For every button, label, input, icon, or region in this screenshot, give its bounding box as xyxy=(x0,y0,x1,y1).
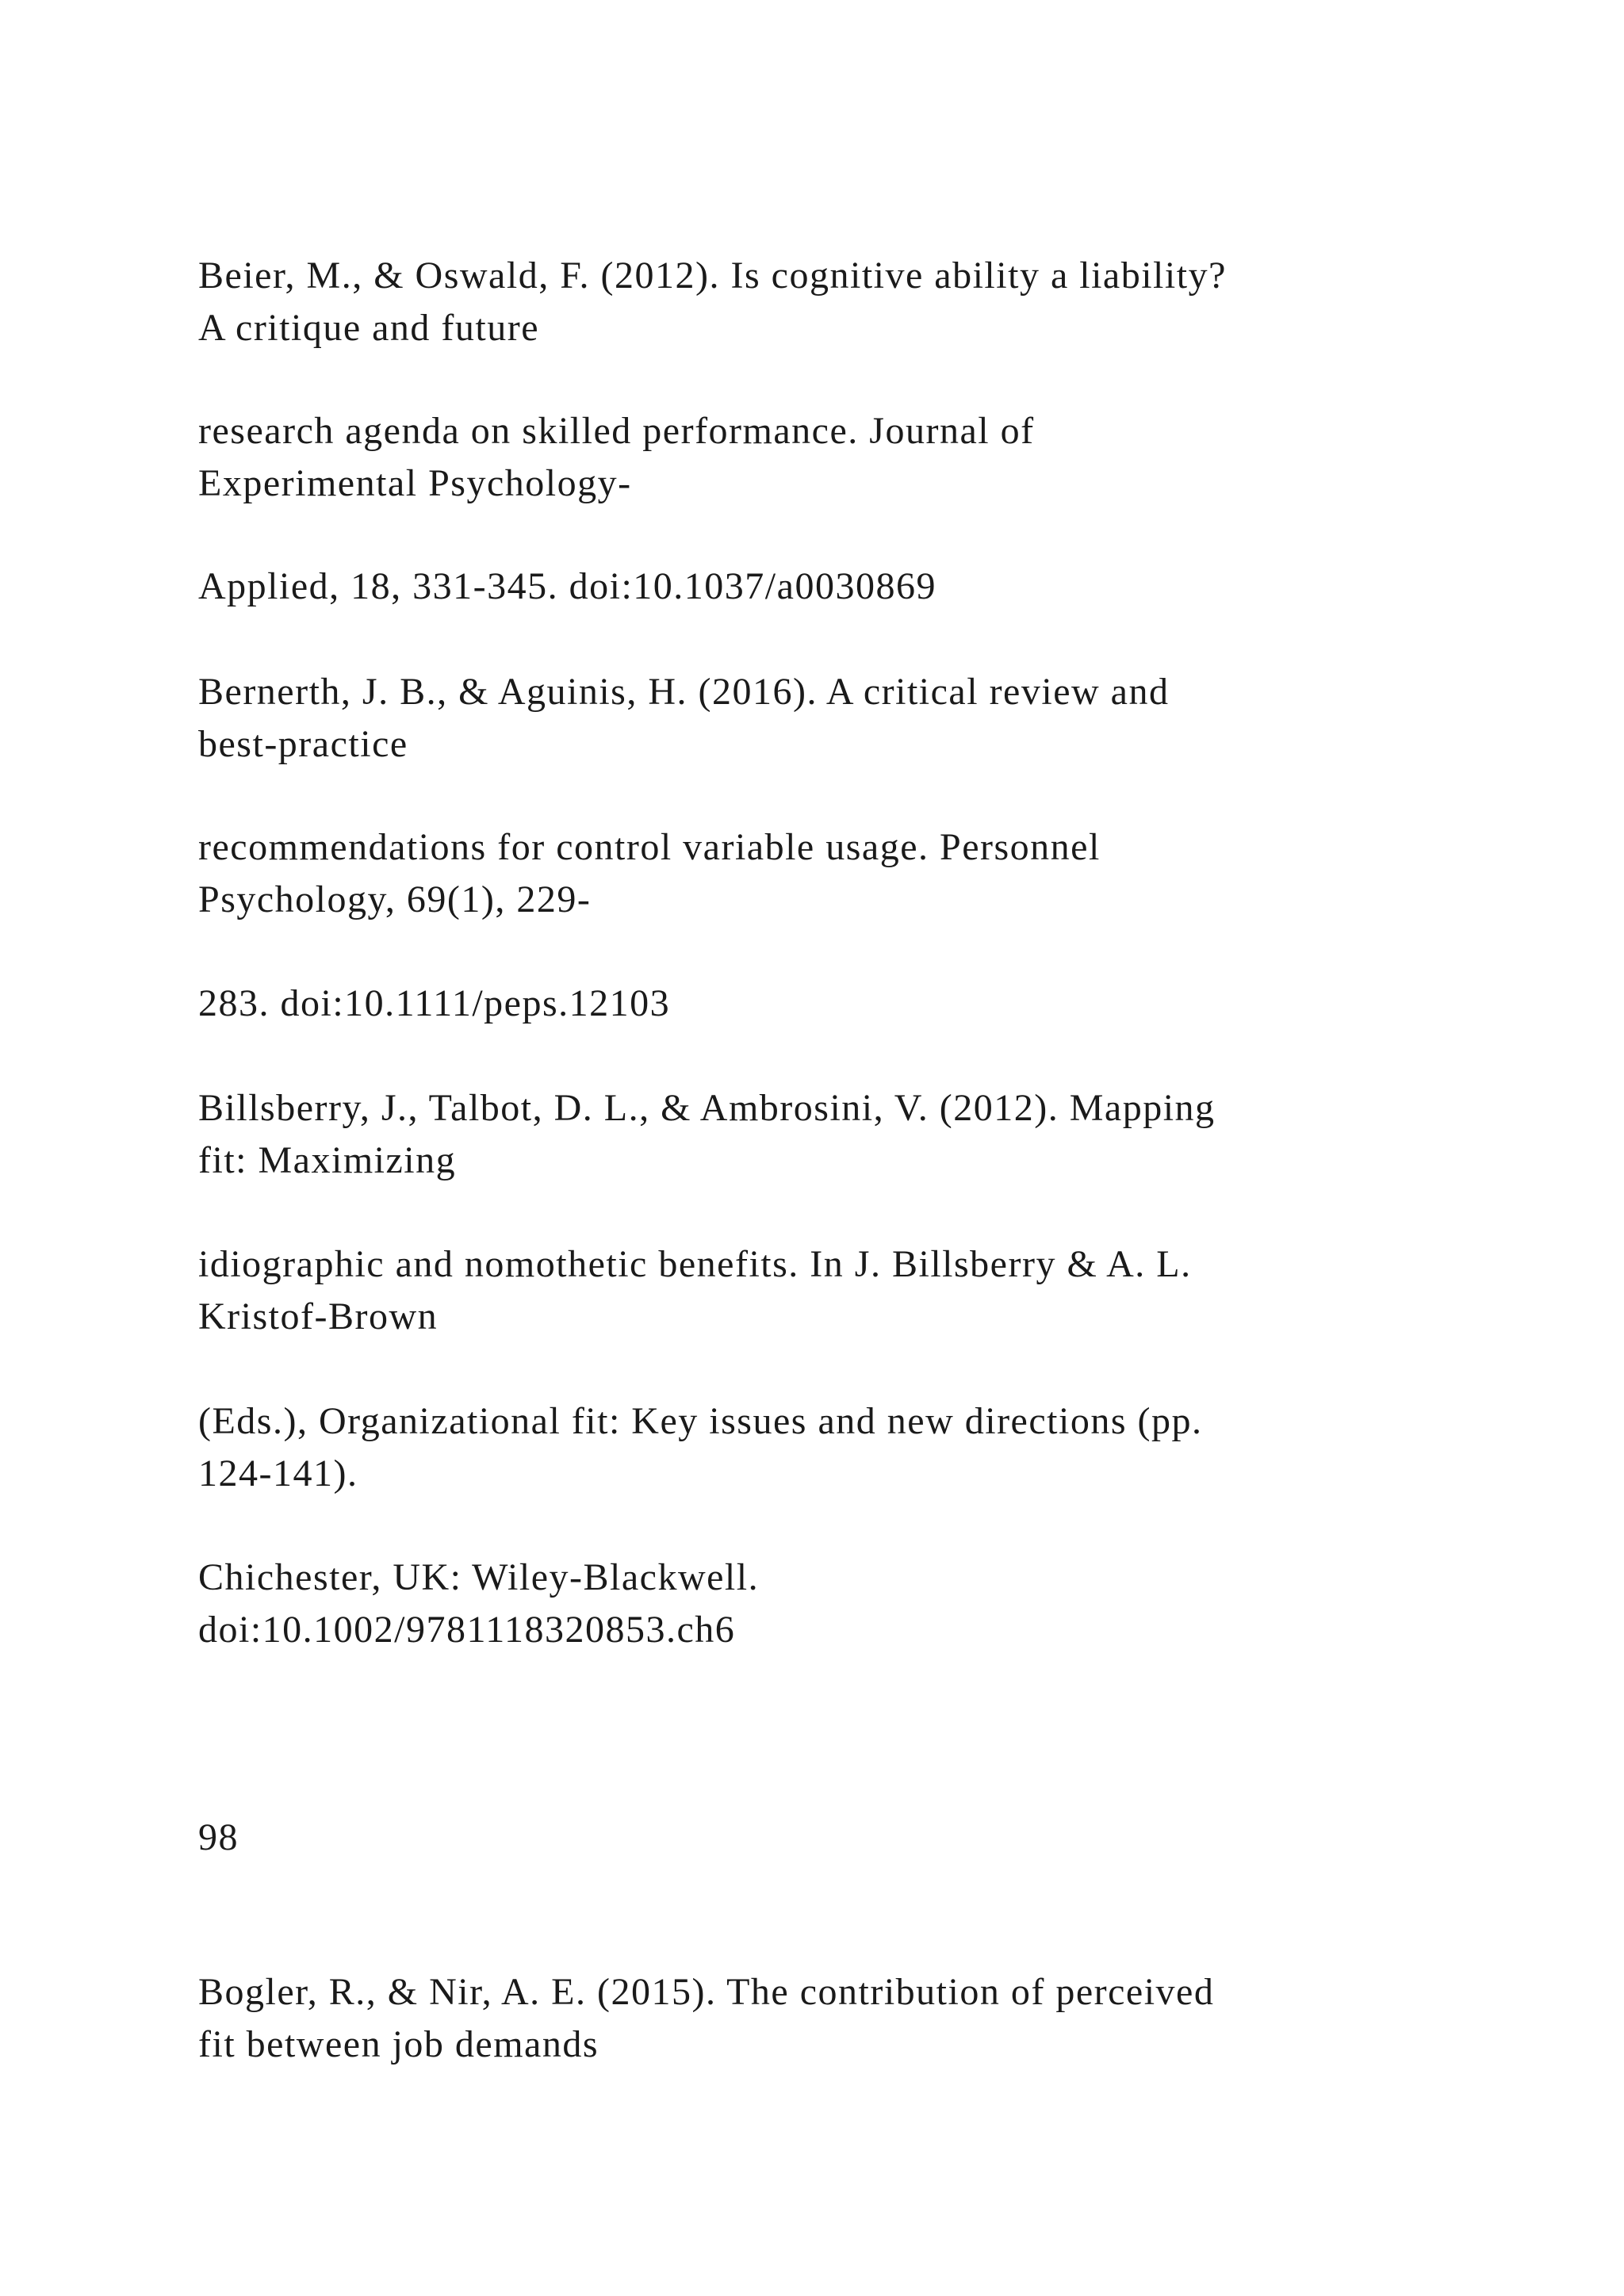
text-line: 283. doi:10.1111/peps.12103 xyxy=(198,982,671,1024)
reference-paragraph xyxy=(198,1552,1435,1656)
text-line: Kristof-Brown xyxy=(198,1295,439,1337)
reference-paragraph xyxy=(198,1082,1435,1187)
reference-paragraph xyxy=(198,561,1435,613)
text-line: recommendations for control variable usage. Personnel xyxy=(198,826,1101,868)
reference-paragraph xyxy=(198,978,1435,1030)
reference-paragraph xyxy=(198,1238,1435,1343)
reference-paragraph xyxy=(198,1966,1435,2071)
text-line: best-practice xyxy=(198,723,408,765)
text-line: (Eds.), Organizational fit: Key issues and new directions (pp. xyxy=(198,1400,1203,1442)
text-line: Chichester, UK: Wiley-Blackwell. xyxy=(198,1556,760,1598)
text-line: doi:10.1002/9781118320853.ch6 xyxy=(198,1609,736,1651)
text-line: Beier, M., & Oswald, F. (2012). Is cognitive ability a liability? xyxy=(198,254,1227,297)
reference-paragraph xyxy=(198,250,1435,354)
text-line: fit: Maximizing xyxy=(198,1139,457,1181)
reference-paragraph xyxy=(198,405,1435,510)
text-line: Experimental Psychology- xyxy=(198,462,632,504)
text-line: Bernerth, J. B., & Aguinis, H. (2016). A critical review and xyxy=(198,671,1170,713)
text-line: 124-141). xyxy=(198,1452,358,1494)
text-line: Applied, 18, 331-345. doi:10.1037/a0030869 xyxy=(198,565,936,607)
text-line: A critique and future xyxy=(198,307,540,349)
text-line: Billsberry, J., Talbot, D. L., & Ambrosini, V. (2012). Mapping xyxy=(198,1087,1216,1129)
text-line: Bogler, R., & Nir, A. E. (2015). The contribution of perceived xyxy=(198,1971,1215,2013)
text-line: Psychology, 69(1), 229- xyxy=(198,878,592,920)
text-line: research agenda on skilled performance. Journal of xyxy=(198,410,1035,452)
page-number: 98 xyxy=(198,1816,239,1858)
text-line: fit between job demands xyxy=(198,2023,599,2065)
reference-paragraph xyxy=(198,666,1435,771)
reference-paragraph xyxy=(198,1395,1435,1500)
text-line: idiographic and nomothetic benefits. In J. Billsberry & A. L. xyxy=(198,1243,1192,1285)
reference-paragraph xyxy=(198,821,1435,926)
